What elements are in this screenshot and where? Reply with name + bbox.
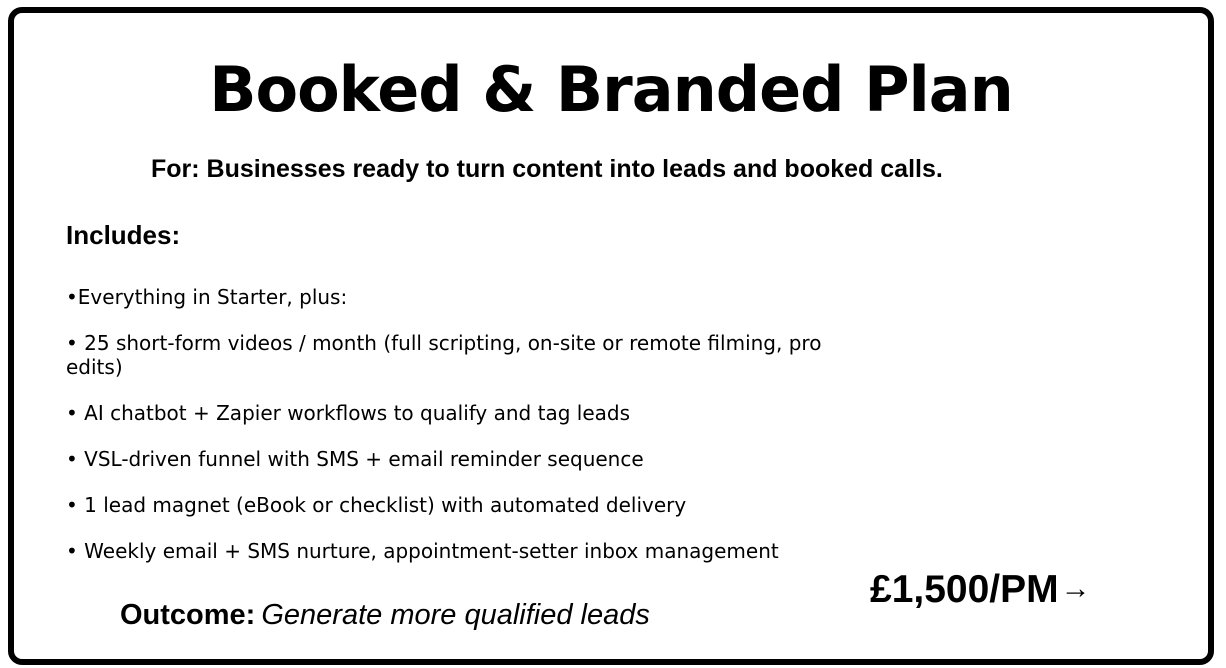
price-label: £1,500/PM — [870, 568, 1059, 611]
feature-item: • 1 lead magnet (eBook or checklist) with automated delivery — [66, 493, 687, 517]
outcome — [120, 599, 650, 632]
right-arrow-icon: → — [1060, 572, 1091, 605]
price-link[interactable] — [870, 568, 1091, 612]
feature-item: • VSL-driven funnel with SMS + email reminder sequence — [66, 447, 644, 471]
includes-heading: Includes: — [66, 220, 181, 250]
feature-item: •Everything in Starter, plus: — [66, 285, 348, 309]
plan-subtitle: For: Businesses ready to turn content into leads and booked calls. — [151, 155, 943, 183]
plan-card — [8, 7, 1214, 665]
outcome-value: Generate more qualified leads — [261, 599, 650, 631]
plan-title: Booked & Branded Plan — [209, 53, 1013, 126]
feature-item: • AI chatbot + Zapier workflows to qualify and tag leads — [66, 401, 630, 425]
feature-item: • 25 short-form videos / month (full scripting, on-site or remote filming, pro edits) — [66, 331, 822, 379]
feature-list — [66, 285, 856, 585]
outcome-label: Outcome: — [120, 599, 256, 631]
feature-item: • Weekly email + SMS nurture, appointment-setter inbox management — [66, 539, 779, 563]
